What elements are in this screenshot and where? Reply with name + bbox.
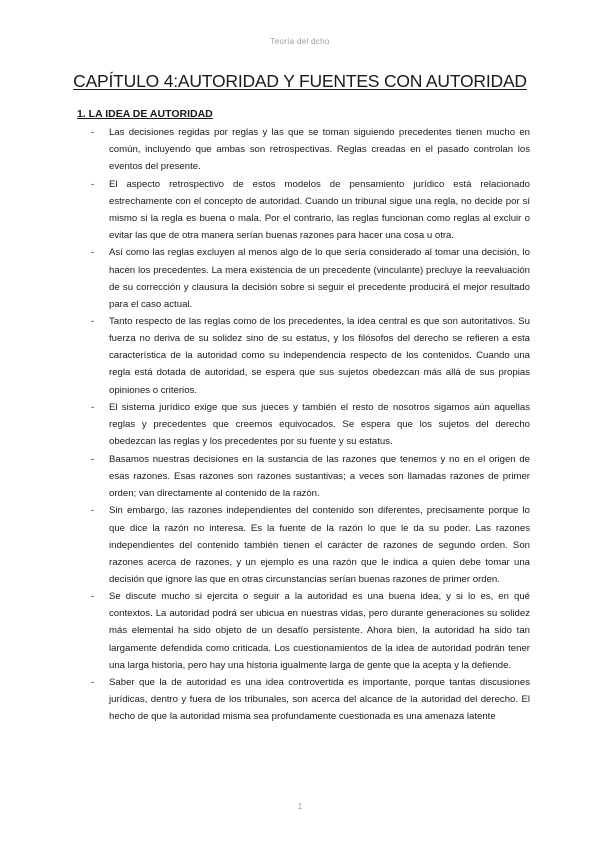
section-heading: 1. LA IDEA DE AUTORIDAD xyxy=(77,108,213,120)
paragraph-text: Saber que la de autoridad es una idea controvertida es importante, porque tantas discusiones jurídicas, dentro y fuera de los tribunales, son acerca del alcance de la autoridad del derecho. El hecho de que la autoridad misma sea profundamente cuestionada es una amenaza latente xyxy=(109,677,530,723)
chapter-title: CAPÍTULO 4:AUTORIDAD Y FUENTES CON AUTORIDAD xyxy=(73,71,527,91)
bullet-dash: - xyxy=(91,505,95,517)
bullet-dash: - xyxy=(91,591,95,603)
bullet-dash: - xyxy=(91,402,95,414)
paragraph-text: Se discute mucho si ejercita o seguir a la autoridad es una buena idea, y si lo es, en qué contextos. La autoridad podrá ser ubicua en nuestras vidas, pero durante generaciones su solidez más elemental ha sido objeto de un desafío persistente. Ahora bien, la autoridad ha sido tan largamente defendida como criticada. Los cuestionamientos de la idea de autoridad podrán tener una larga historia, pero hay una historia igualmente larga de gente que la acepta y la defiende. xyxy=(109,591,530,671)
running-header: Teoría del dcho xyxy=(270,37,330,46)
bullet-dash: - xyxy=(91,178,95,190)
list-item xyxy=(88,674,530,725)
page-number: 1 xyxy=(297,802,303,811)
paragraph-text: Tanto respecto de las reglas como de los precedentes, la idea central es que son autoritativos. Su fuerza no deriva de su solidez sino de su estatus, y los filósofos del derecho se refieren a esta característica de la autoridad como su independencia respecto de los contenidos. Cuando una regla está dotada de autoridad, se espera que sus sujetos obedezcan más allá de sus propias opiniones o criterios. xyxy=(109,316,530,396)
list-item xyxy=(88,176,530,244)
paragraph-text: Así como las reglas excluyen al menos algo de lo que sería considerado al tomar una decisión, lo hacen los precedentes. La mera existencia de un precedente (vinculante) precluye la reevaluación de su corrección y clausura la decisión sobre si seguir el precedente producirá el mejor resultado para el caso actual. xyxy=(109,247,530,310)
paragraph-text: Sin embargo, las razones independientes del contenido son diferentes, precisamente porque lo que dice la razón no interesa. Es la fuente de la razón lo que le da su poder. Las razones independientes del contenido también tienen el carácter de razones de segundo orden. Son razones acerca de razones, y un ejemplo es una razón que le indica a quien debe tomar una decisión que ignore las que en otras circunstancias serían buenas razones de primer orden. xyxy=(109,505,530,585)
list-item xyxy=(88,124,530,175)
list-item xyxy=(88,313,530,398)
bullet-dash: - xyxy=(91,677,95,689)
paragraph-text: Las decisiones regidas por reglas y las que se toman siguiendo precedentes tienen mucho en común, incluyendo que ambas son retrospectivas. Reglas creadas en el pasado controlan los eventos del presente. xyxy=(109,127,530,173)
list-item xyxy=(88,244,530,312)
bullet-dash: - xyxy=(91,127,95,138)
paragraph-text: El sistema jurídico exige que sus jueces y también el resto de nosotros sigamos aún aquellas reglas y precedentes que creemos equivocados. Se espera que los sujetos del derecho obedezcan las reglas y los precedentes por su fuente y su estatus. xyxy=(109,402,530,448)
paragraph-text: El aspecto retrospectivo de estos modelos de pensamiento jurídico está relacionado estrechamente con el concepto de autoridad. Cuando un tribunal sigue una regla, no decide por sí mismo si la regla es buena o mala. Por el contrario, las reglas funcionan como reglas al excluir o evitar las que de otra manera serían buenas razones para hacer una cosa u otra. xyxy=(109,178,530,241)
list-item xyxy=(88,588,530,673)
list-item xyxy=(88,502,530,587)
list-item xyxy=(88,399,530,450)
list-item xyxy=(88,451,530,502)
paragraph-text: Basamos nuestras decisiones en la sustancia de las razones que tenemos y no en el origen de esas razones. Esas razones son razones sustantivas; a veces son llamadas razones de primer orden; van directamente al contenido de la razón. xyxy=(109,453,530,499)
bullet-dash: - xyxy=(91,316,95,328)
bullet-dash: - xyxy=(91,453,95,465)
bullet-dash: - xyxy=(91,247,95,259)
paragraph-list xyxy=(88,124,530,726)
